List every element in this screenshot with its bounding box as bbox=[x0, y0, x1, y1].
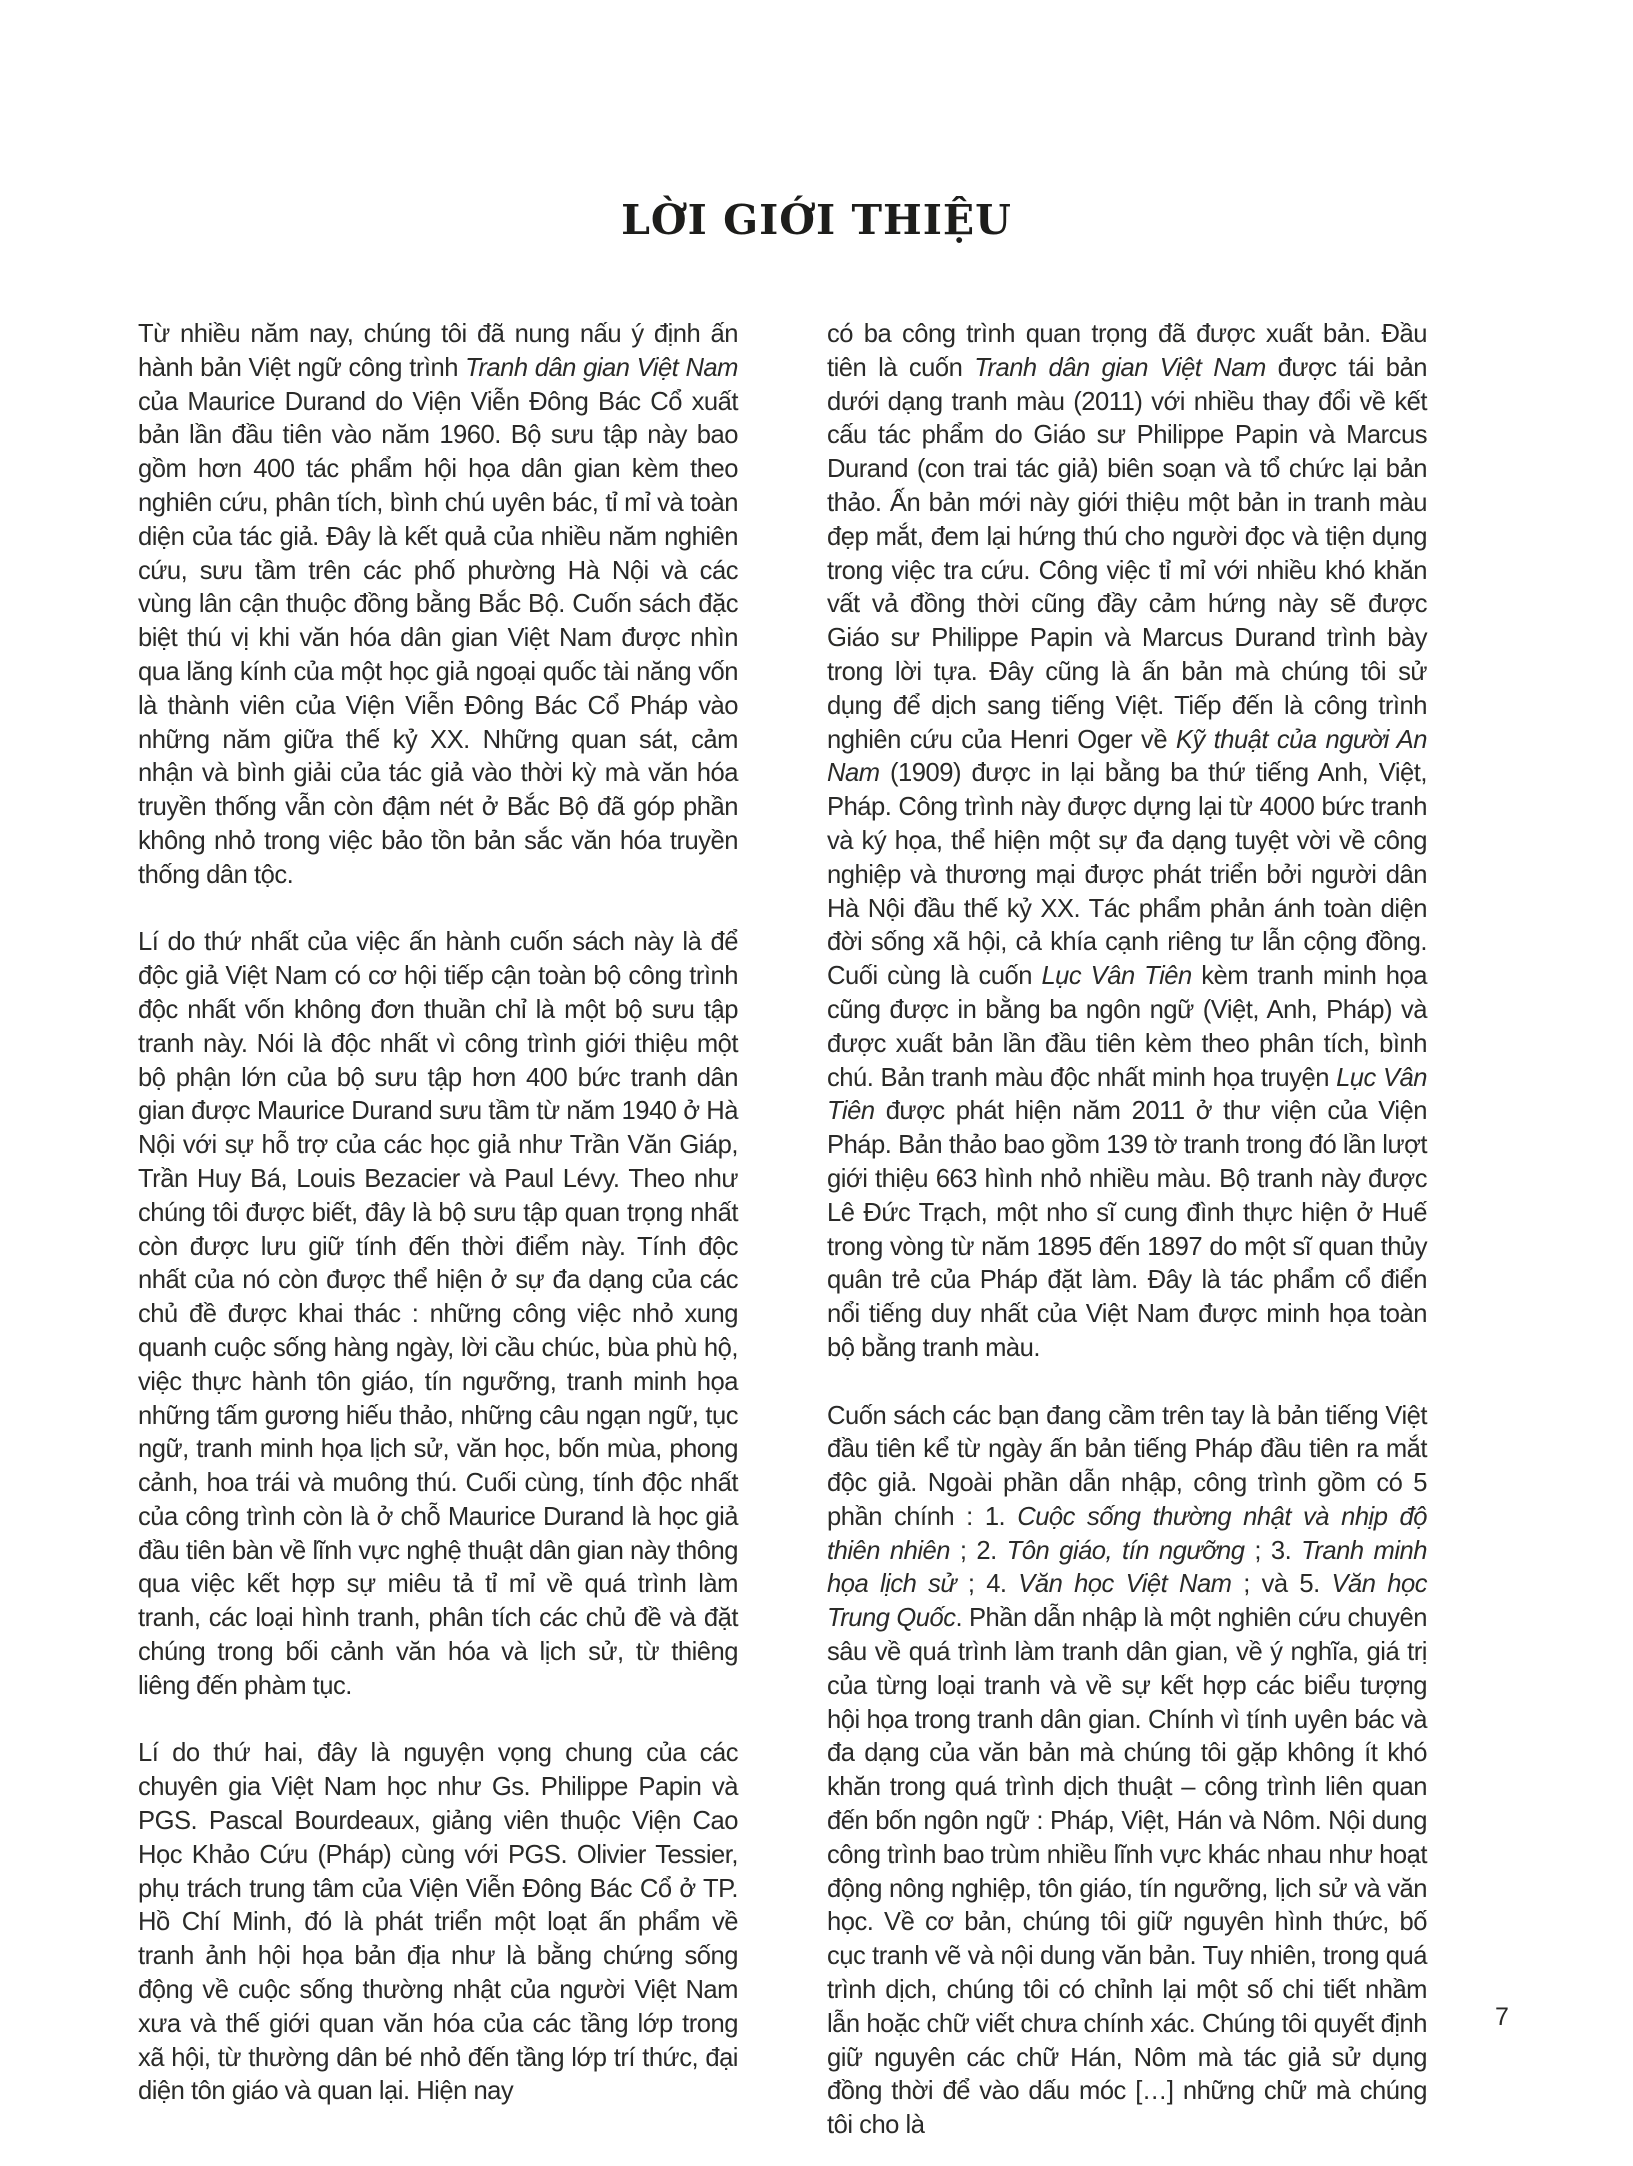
text-run: Cuốn sách các bạn đang cầm trên tay là bản tiếng Việt đầu tiên kể từ ngày ấn bản tiếng Pháp đầu tiên ra mắt độc giả. Ngoài phần dẫn nhập, công trình gồm có 5 phần chính : 1. bbox=[827, 1401, 1427, 1531]
italic-title: Cuộc sống thường nhật và nhịp độ thiên nhiên bbox=[827, 1502, 1427, 1565]
italic-title: Tranh dân gian Việt Nam bbox=[974, 353, 1266, 382]
italic-title: Tranh dân gian Việt Nam bbox=[465, 353, 738, 382]
text-run: có ba công trình quan trọng đã được xuất bản. Đầu tiên là cuốn bbox=[827, 320, 1427, 382]
page-title: LỜI GIỚI THIỆU bbox=[621, 196, 1012, 244]
text-run: ; 3. bbox=[1244, 1536, 1302, 1565]
text-run: . Phần dẫn nhập là một nghiên cứu chuyên sâu về quá trình làm tranh dân gian, về ý nghĩa, giá trị của từng loại tranh và về sự kết hợp các biểu tượng hội họa trong tranh dân gian. Chính vì tính uyên bác và đa dạng của văn bản mà chúng tôi gặp không ít khó khăn trong quá trình dịch thuật – công trình liên quan đến bốn ngôn ngữ : Pháp, Việt, Hán và Nôm. Nội dung công trình bao trùm nhiều lĩnh vực khác nhau như hoạt động nông nghiệp, tôn giáo, tín ngưỡng, lịch sử và văn học. Về cơ bản, chúng tôi giữ nguyên hình thức, bố cục tranh vẽ và nội dung văn bản. Tuy nhiên, trong quá trình dịch, chúng tôi có chỉnh lại một số chi tiết nhầm lẫn hoặc chữ viết chưa chính xác. Chúng tôi quyết định giữ nguyên các chữ Hán, Nôm mà tác giả sử dụng đồng thời để vào dấu móc […] những chữ mà chúng tôi cho là bbox=[827, 1604, 1428, 2140]
text-column-right bbox=[827, 318, 1427, 2143]
paragraph bbox=[827, 1400, 1427, 2144]
text-run: được tái bản dưới dạng tranh màu (2011) với nhiều thay đổi về kết cấu tác phẩm do Giáo sư Philippe Papin và Marcus Durand (con trai tác giả) biên soạn và tổ chức lại bản thảo. Ấn bản mới này giới thiệu một bản in tranh màu đẹp mắt, đem lại hứng thú cho người đọc và tiện dụng trong việc tra cứu. Công việc tỉ mỉ với nhiều khó khăn vất vả đồng thời cũng đầy cảm hứng này sẽ được Giáo sư Philippe Papin và Marcus Durand trình bày trong lời tựa. Đây cũng là ấn bản mà chúng tôi sử dụng để dịch sang tiếng Việt. Tiếp đến là công trình nghiên cứu của Henri Oger về bbox=[827, 353, 1427, 754]
text-run: Lí do thứ hai, đây là nguyện vọng chung của các chuyên gia Việt Nam học như Gs. Philippe Papin và PGS. Pascal Bourdeaux, giảng viên thuộc Viện Cao Học Khảo Cứu (Pháp) cùng với PGS. Olivier Tessier, phụ trách trung tâm của Viện Viễn Đông Bác Cổ ở TP. Hồ Chí Minh, đó là phát triển một loạt ấn phẩm về tranh ảnh hội họa bản địa như là bằng chứng sống động về cuộc sống thường nhật của người Việt Nam xưa và thế giới quan văn hóa của các tầng lớp trong xã hội, từ thường dân bé nhỏ đến tầng lớp trí thức, đại diện tôn giáo và quan lại. Hiện nay bbox=[138, 1739, 738, 2106]
text-run: của Maurice Durand do Viện Viễn Đông Bác Cổ xuất bản lần đầu tiên vào năm 1960. Bộ sưu tập này bao gồm hơn 400 tác phẩm hội họa dân gian kèm theo nghiên cứu, phân tích, bình chú uyên bác, tỉ mỉ và toàn diện của tác giả. Đây là kết quả của nhiều năm nghiên cứu, sưu tầm trên các phố phường Hà Nội và các vùng lân cận thuộc đồng bằng Bắc Bộ. Cuốn sách đặc biệt thú vị khi văn hóa dân gian Việt Nam được nhìn qua lăng kính của một học giả ngoại quốc tài năng vốn là thành viên của Viện Viễn Đông Bác Cổ Pháp vào những năm giữa thế kỷ XX. Những quan sát, cảm nhận và bình giải của tác giả vào thời kỳ mà văn hóa truyền thống vẫn còn đậm nét ở Bắc Bộ đã góp phần không nhỏ trong việc bảo tồn bản sắc văn hóa truyền thống dân tộc. bbox=[138, 387, 738, 889]
italic-title: Lục Vân Tiên bbox=[827, 1063, 1427, 1126]
italic-title: Kỹ thuật của người An Nam bbox=[827, 725, 1427, 788]
italic-title: Văn học Việt Nam bbox=[1018, 1570, 1232, 1599]
page-number: 7 bbox=[1495, 2003, 1509, 2031]
italic-title: Tôn giáo, tín ngưỡng bbox=[1006, 1536, 1245, 1565]
text-column-left bbox=[138, 318, 738, 2109]
text-run: ; 2. bbox=[950, 1536, 1007, 1565]
text-run: ; và 5. bbox=[1231, 1570, 1332, 1599]
italic-title: Tranh minh họa lịch sử bbox=[827, 1536, 1427, 1599]
text-run: Từ nhiều năm nay, chúng tôi đã nung nấu ý định ấn hành bản Việt ngữ công trình bbox=[138, 320, 738, 382]
paragraph bbox=[827, 318, 1427, 1366]
text-run: kèm tranh minh họa cũng được in bằng ba ngôn ngữ (Việt, Anh, Pháp) và được xuất bản lần đầu tiên kèm theo phân tích, bình chú. Bản tranh màu độc nhất minh họa truyện bbox=[827, 962, 1427, 1092]
text-run: ; 4. bbox=[956, 1570, 1019, 1599]
text-run: Lí do thứ nhất của việc ấn hành cuốn sách này là để độc giả Việt Nam có cơ hội tiếp cận toàn bộ công trình độc nhất vốn không đơn thuần chỉ là một bộ sưu tập tranh này. Nói là độc nhất vì công trình giới thiệu một bộ phận lớn của bộ sưu tập hơn 400 bức tranh dân gian được Maurice Durand sưu tầm từ năm 1940 ở Hà Nội với sự hỗ trợ của các học giả như Trần Văn Giáp, Trần Huy Bá, Louis Bezacier và Paul Lévy. Theo như chúng tôi được biết, đây là bộ sưu tập quan trọng nhất còn được lưu giữ tính đến thời điểm này. Tính độc nhất của nó còn được thể hiện ở sự đa dạng của các chủ đề được khai thác : những công việc nhỏ xung quanh cuộc sống hàng ngày, lời cầu chúc, bùa phù hộ, việc thực hành tôn giáo, tín ngưỡng, tranh minh họa những tấm gương hiếu thảo, những câu ngạn ngữ, tục ngữ, tranh minh họa lịch sử, văn học, bốn mùa, phong cảnh, hoa trái và muông thú. Cuối cùng, tính độc nhất của công trình còn là ở chỗ Maurice Durand là học giả đầu tiên bàn về lĩnh vực nghệ thuật dân gian này thông qua việc kết hợp sự miêu tả tỉ mỉ về quá trình làm tranh, các loại hình tranh, phân tích các chủ đề và đặt chúng trong bối cảnh văn hóa và lịch sử, từ thiêng liêng đến phàm tục. bbox=[138, 928, 738, 1700]
text-run: (1909) được in lại bằng ba thứ tiếng Anh, Việt, Pháp. Công trình này được dựng lại từ 4000 bức tranh và ký họa, thể hiện một sự đa dạng tuyệt vời về công nghiệp và thương mại được phát triển bởi người dân Hà Nội đầu thế kỷ XX. Tác phẩm phản ánh toàn diện đời sống xã hội, cả khía cạnh riêng tư lẫn cộng đồng. Cuối cùng là cuốn bbox=[827, 759, 1427, 991]
paragraph bbox=[138, 318, 738, 893]
italic-title: Lục Vân Tiên bbox=[1041, 962, 1192, 991]
italic-title: Văn học Trung Quốc bbox=[827, 1570, 1427, 1633]
paragraph bbox=[138, 926, 738, 1703]
paragraph bbox=[138, 1737, 738, 2109]
text-run: được phát hiện năm 2011 ở thư viện của Viện Pháp. Bản thảo bao gồm 139 tờ tranh trong đó lần lượt giới thiệu 663 hình nhỏ nhiều màu. Bộ tranh này được Lê Đức Trạch, một nho sĩ cung đình thực hiện ở Huế trong vòng từ năm 1895 đến 1897 do một sĩ quan thủy quân trẻ của Pháp đặt làm. Đây là tác phẩm cổ điển nổi tiếng duy nhất của Việt Nam được minh họa toàn bộ bằng tranh màu. bbox=[827, 1097, 1427, 1362]
